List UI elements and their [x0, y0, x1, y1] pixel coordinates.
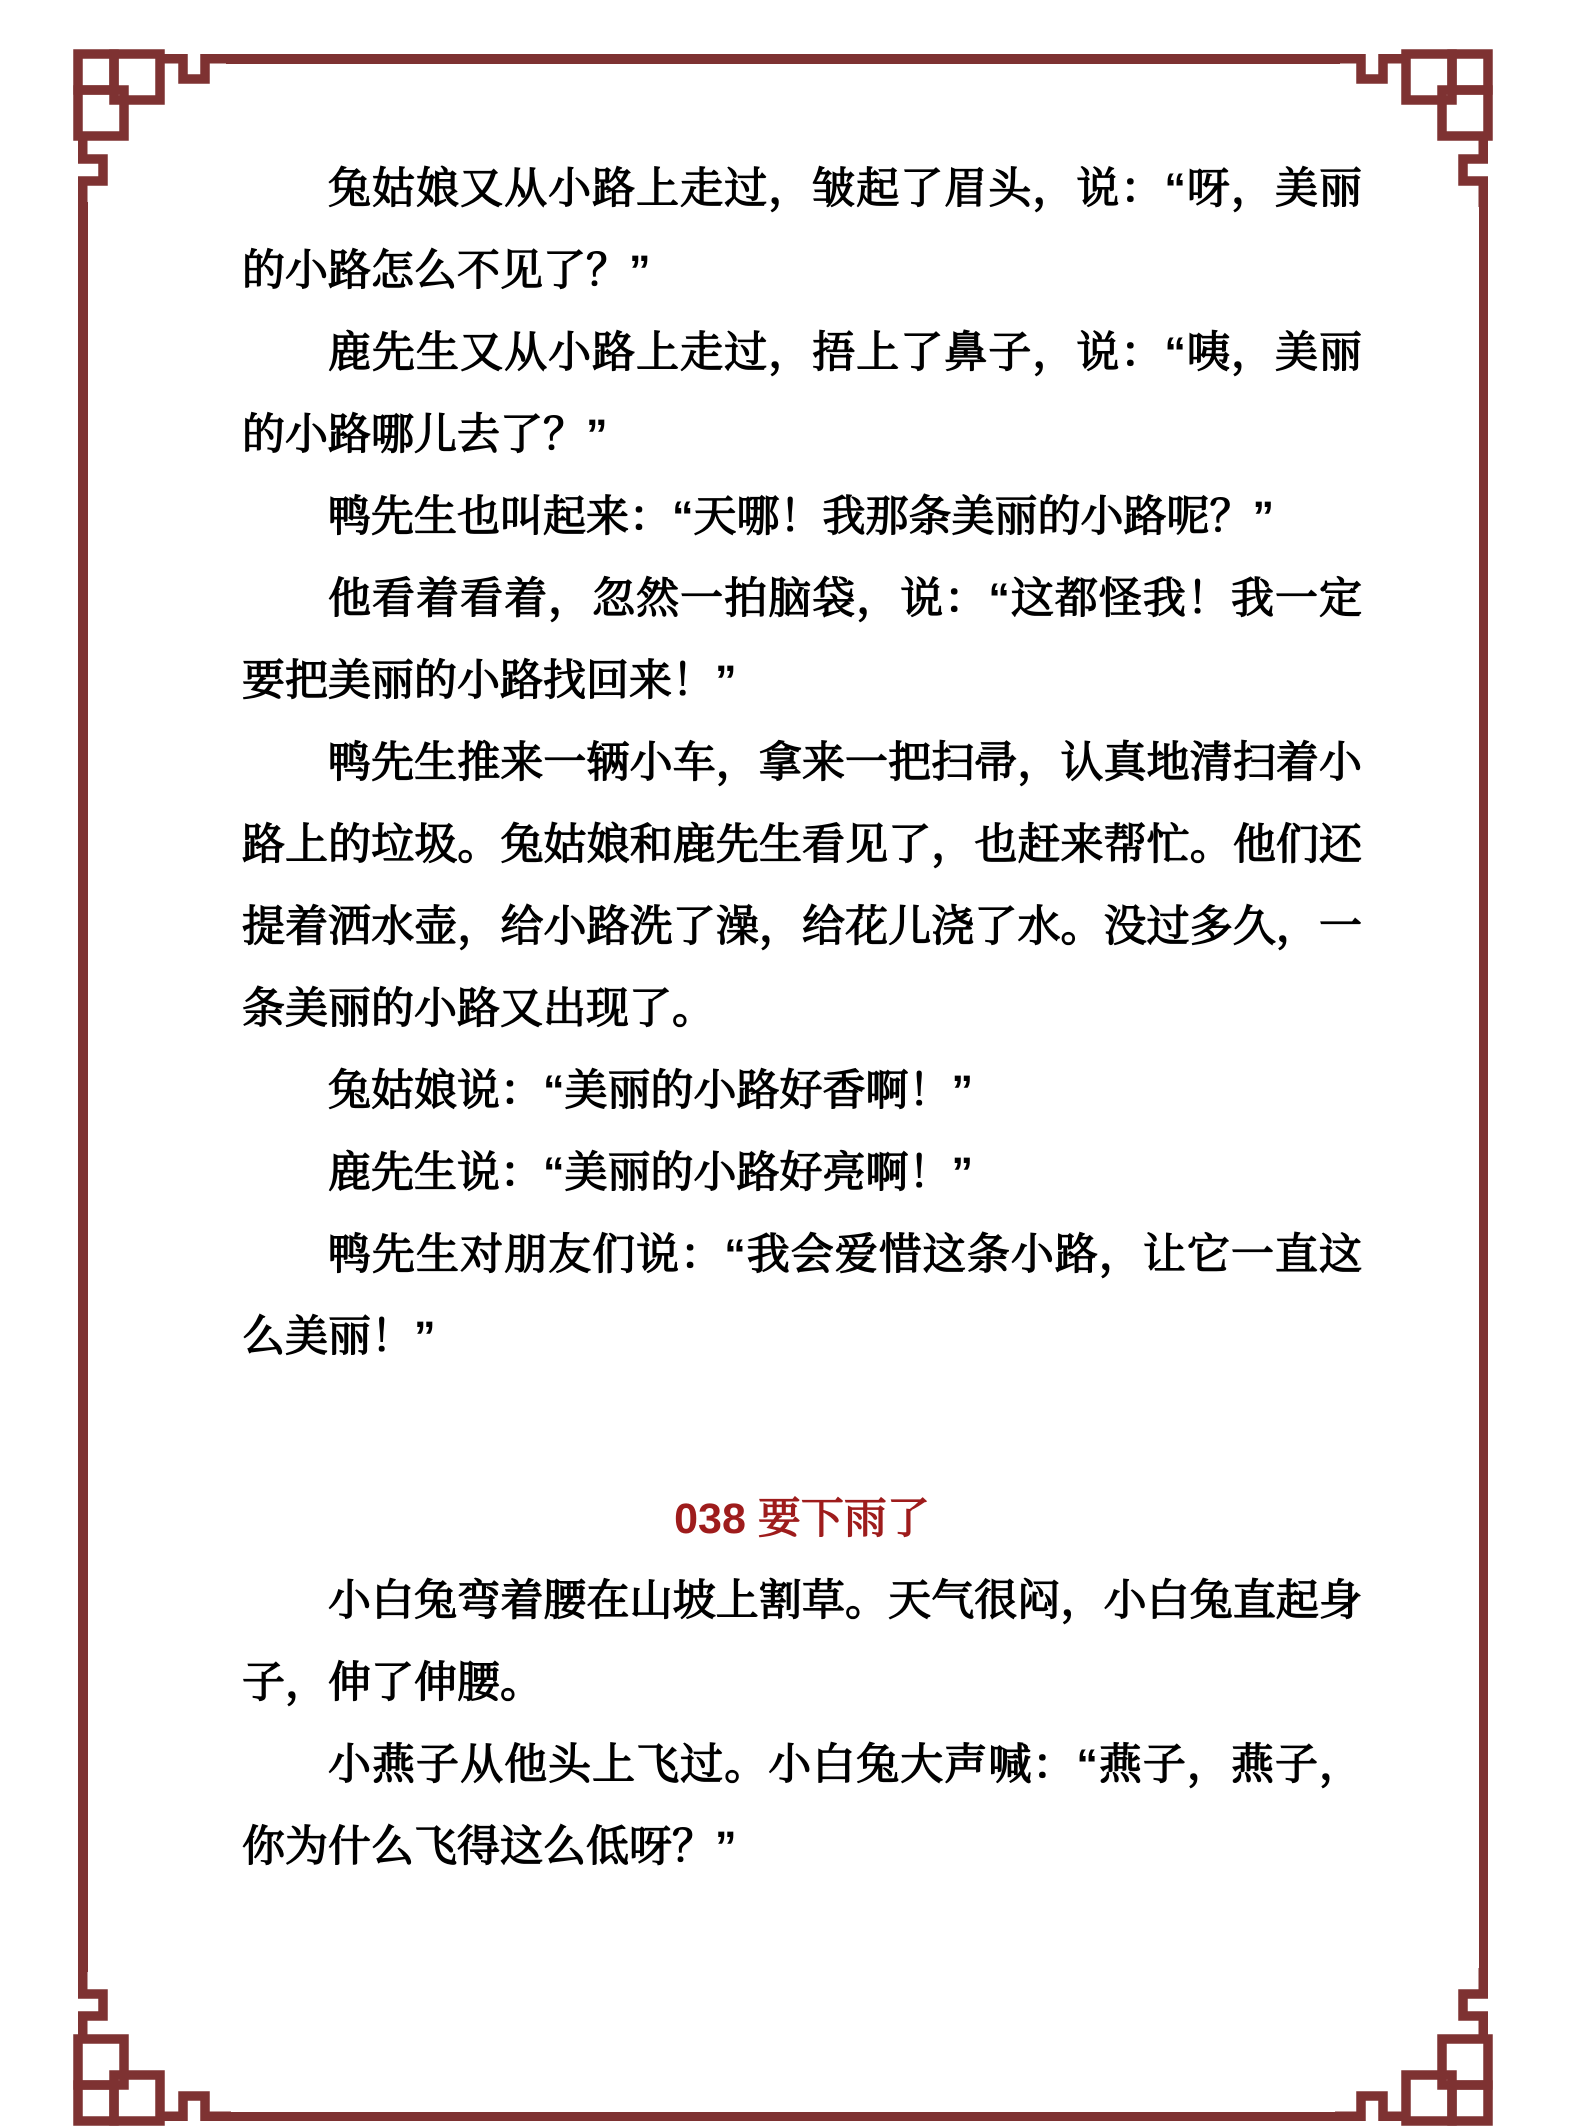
frame-border-bottom	[226, 2112, 1340, 2122]
story-paragraph: 小白兔弯着腰在山坡上割草。天气很闷，小白兔直起身子，伸了伸腰。	[242, 1577, 1362, 1707]
story-paragraph: 兔姑娘说：“美丽的小路好香啊！”	[328, 1067, 973, 1115]
story-037-ending-section	[242, 148, 1362, 1378]
frame-border-top	[226, 54, 1340, 64]
story-paragraph: 兔姑娘又从小路上走过，皱起了眉头，说：“呀，美丽的小路怎么不见了？”	[242, 165, 1362, 295]
frame-border-left	[78, 202, 88, 1972]
frame-border-right	[1479, 202, 1489, 1972]
frame-corner-ornament-top-left	[71, 47, 231, 207]
story-paragraph: 鹿先生说：“美丽的小路好亮啊！”	[328, 1149, 973, 1197]
story-paragraph: 鸭先生也叫起来：“天哪！我那条美丽的小路呢？”	[328, 493, 1274, 541]
section-title: 038 要下雨了	[674, 1495, 930, 1543]
story-038-section	[242, 1560, 1362, 1888]
frame-corner-ornament-bottom-left	[71, 1968, 231, 2128]
story-paragraph: 他看着看着，忽然一拍脑袋，说：“这都怪我！我一定要把美丽的小路找回来！”	[242, 575, 1362, 705]
story-text-block	[242, 148, 1362, 1888]
frame-corner-ornament-bottom-right	[1335, 1968, 1495, 2128]
story-paragraph: 鸭先生推来一辆小车，拿来一把扫帚，认真地清扫着小路上的垃圾。兔姑娘和鹿先生看见了，也赶来帮忙。他们还提着洒水壶，给小路洗了澡，给花儿浇了水。没过多久，一条美丽的小路又出现了。	[242, 739, 1362, 1033]
story-paragraph: 鹿先生又从小路上走过，捂上了鼻子，说：“咦，美丽的小路哪儿去了？”	[242, 329, 1362, 459]
story-paragraph: 小燕子从他头上飞过。小白兔大声喊：“燕子，燕子，你为什么飞得这么低呀？”	[242, 1741, 1362, 1871]
story-paragraph: 鸭先生对朋友们说：“我会爱惜这条小路，让它一直这么美丽！”	[242, 1231, 1362, 1361]
